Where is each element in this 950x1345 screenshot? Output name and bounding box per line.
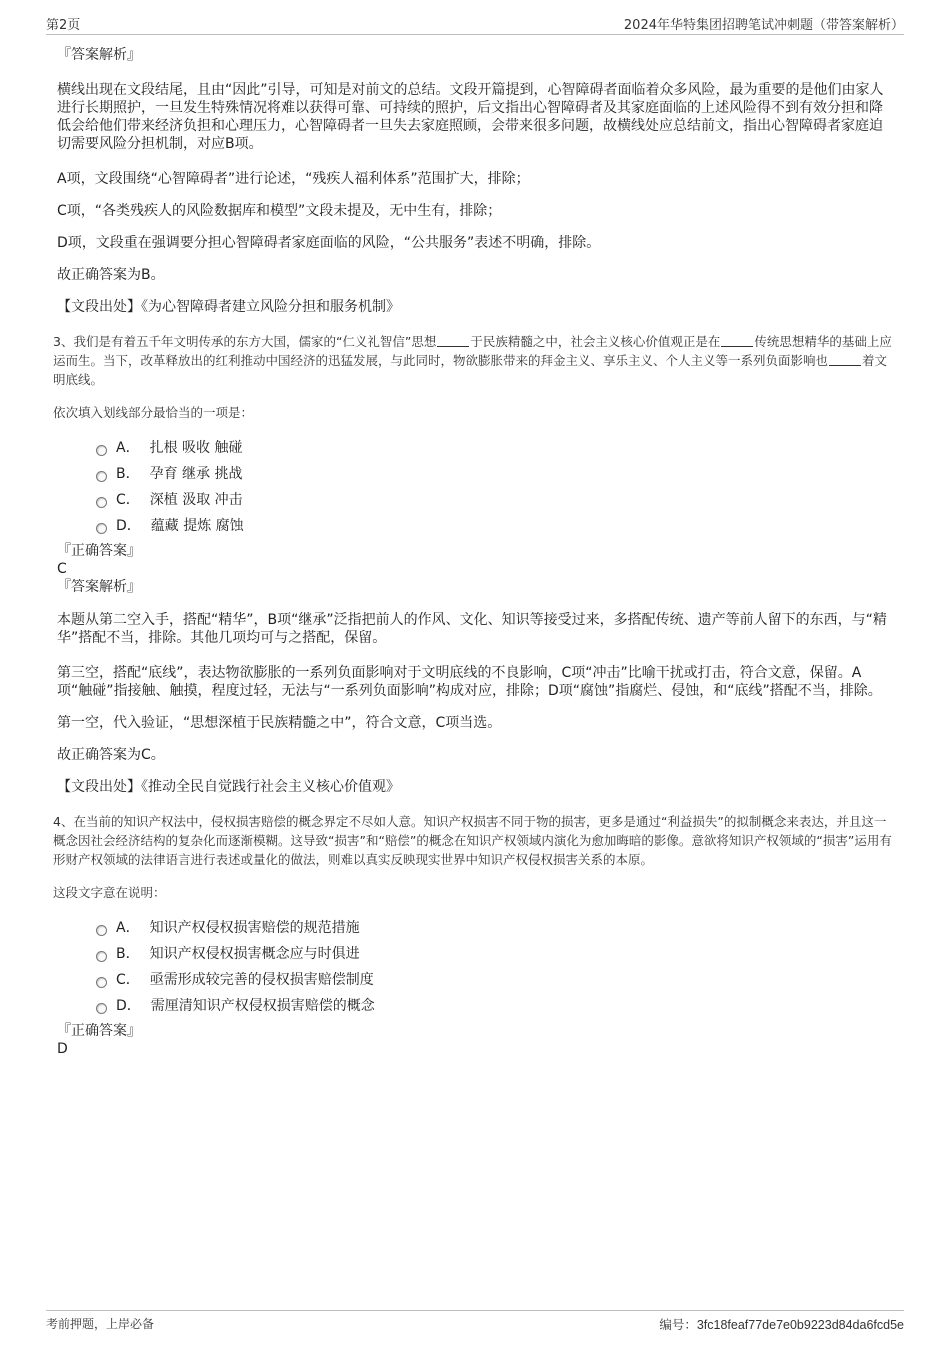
question-3-prompt: 依次填入划线部分最恰当的一项是：: [53, 405, 254, 420]
option-b[interactable]: B． 孕育 继承 挑战: [96, 460, 893, 486]
blank-3: [829, 353, 861, 366]
page-header: [46, 14, 904, 35]
radio-icon[interactable]: [96, 445, 107, 456]
option-d[interactable]: D． 需厘清知识产权侵权损害赔偿的概念: [96, 992, 893, 1018]
question-3-stem: 3、我们是有着五千年文明传承的东方大国，儒家的“仁义礼智信”思想 于民族精髓之中，社会主义核心价值观正是在 传统思想精华的基础上应运而生。当下，改革释放出的红利推动中国经济的迅猛发展，与此同时，物欲膨胀带来的拜金主义、享乐主义、个人主义等一系列负面影响也 着文明底线。: [53, 334, 892, 387]
radio-icon[interactable]: [96, 497, 107, 508]
analysis-label: 『答案解析』: [57, 579, 141, 595]
option-c[interactable]: C． 亟需形成较完善的侵权损害赔偿制度: [96, 966, 893, 992]
analysis-paragraph-1: 本题从第二空入手，搭配“精华”，B项“继承”泛指把前人的作风、文化、知识等接受过来，多搭配传统、遗产等前人留下的东西，与“精华”搭配不当，排除。其他几项均可与之搭配，保留。: [57, 612, 887, 646]
correct-answer: D: [57, 1041, 68, 1057]
analysis-text: 横线出现在文段结尾，且由“因此”引导，可知是对前文的总结。文段开篇提到，心智障碍者面临着众多风险，最为重要的是他们由家人进行长期照护，一旦发生特殊情况将难以获得可靠、可持续的照护，后文指出心智障碍者及其家庭面临的上述风险得不到有效分担和降低会给他们带来经济负担和心理压力，心智障碍者一旦失去家庭照顾，会带来很多问题，故横线处应总结前文，指出心智障碍者家庭迫切需要风险分担机制，对应B项。: [57, 82, 884, 152]
radio-icon[interactable]: [96, 925, 107, 936]
footer-slogan: 考前押题，上岸必备: [46, 1317, 155, 1331]
document-title: 2024年华特集团招聘笔试冲刺题（带答案解析）: [623, 18, 904, 33]
radio-icon[interactable]: [96, 471, 107, 482]
correct-answer-label: 『正确答案』: [57, 543, 141, 559]
correct-answer: C: [57, 561, 67, 577]
page-number: 第2页: [46, 18, 81, 33]
page-content: [53, 44, 893, 1058]
blank-2: [721, 334, 753, 347]
question-4-stem: 4、在当前的知识产权法中，侵权损害赔偿的概念界定不尽如人意。知识产权损害不同于物的损害，更多是通过“利益损失”的拟制概念来表达，并且这一概念因社会经济结构的复杂化而逐渐模糊。这导致“损害”和“赔偿”的概念在知识产权领域内演化为愈加晦暗的影像。意欲将知识产权领域的“损害”运用有形财产权领域的法律语言进行表述或量化的做法，则难以真实反映现实世界中知识产权侵权损害关系的本原。: [53, 814, 892, 867]
option-a[interactable]: A． 知识产权侵权损害赔偿的规范措施: [96, 914, 893, 940]
radio-icon[interactable]: [96, 977, 107, 988]
option-a[interactable]: A． 扎根 吸收 触碰: [96, 434, 893, 460]
conclusion: 故正确答案为C。: [57, 747, 165, 763]
option-d[interactable]: D． 蕴藏 提炼 腐蚀: [96, 512, 893, 538]
radio-icon[interactable]: [96, 951, 107, 962]
analysis-item-d: D项，文段重在强调要分担心智障碍者家庭面临的风险，“公共服务”表述不明确，排除。: [57, 235, 601, 251]
question-3-options: [96, 434, 893, 538]
analysis-item-a: A项，文段围绕“心智障碍者”进行论述，“残疾人福利体系”范围扩大，排除；: [57, 171, 530, 187]
blank-1: [437, 334, 469, 347]
document-code: 编号：3fc18feaf77de7e0b9223d84da6fcd5e: [659, 1318, 904, 1332]
conclusion: 故正确答案为B。: [57, 267, 165, 283]
source-citation: 【文段出处】《推动全民自觉践行社会主义核心价值观》: [57, 779, 400, 795]
option-b[interactable]: B． 知识产权侵权损害概念应与时俱进: [96, 940, 893, 966]
radio-icon[interactable]: [96, 1003, 107, 1014]
analysis-item-c: C项，“各类残疾人的风险数据库和模型”文段未提及，无中生有，排除；: [57, 203, 502, 219]
question-4-options: [96, 914, 893, 1018]
analysis-paragraph-2: 第三空，搭配“底线”，表达物欲膨胀的一系列负面影响对于文明底线的不良影响，C项“冲击”比喻干扰或打击，符合文意，保留。A项“触碰”指接触、触摸，程度过轻，无法与“一系列负面影响”构成对应，排除；D项“腐蚀”指腐烂、侵蚀，和“底线”搭配不当，排除。: [57, 665, 882, 699]
analysis-label: 『答案解析』: [57, 47, 141, 63]
option-c[interactable]: C． 深植 汲取 冲击: [96, 486, 893, 512]
source-citation: 【文段出处】《为心智障碍者建立风险分担和服务机制》: [57, 299, 400, 315]
page-footer: [46, 1310, 904, 1335]
question-4-prompt: 这段文字意在说明：: [53, 885, 166, 900]
radio-icon[interactable]: [96, 523, 107, 534]
correct-answer-label: 『正确答案』: [57, 1023, 141, 1039]
analysis-paragraph-3: 第一空，代入验证，“思想深植于民族精髓之中”，符合文意，C项当选。: [57, 715, 502, 731]
